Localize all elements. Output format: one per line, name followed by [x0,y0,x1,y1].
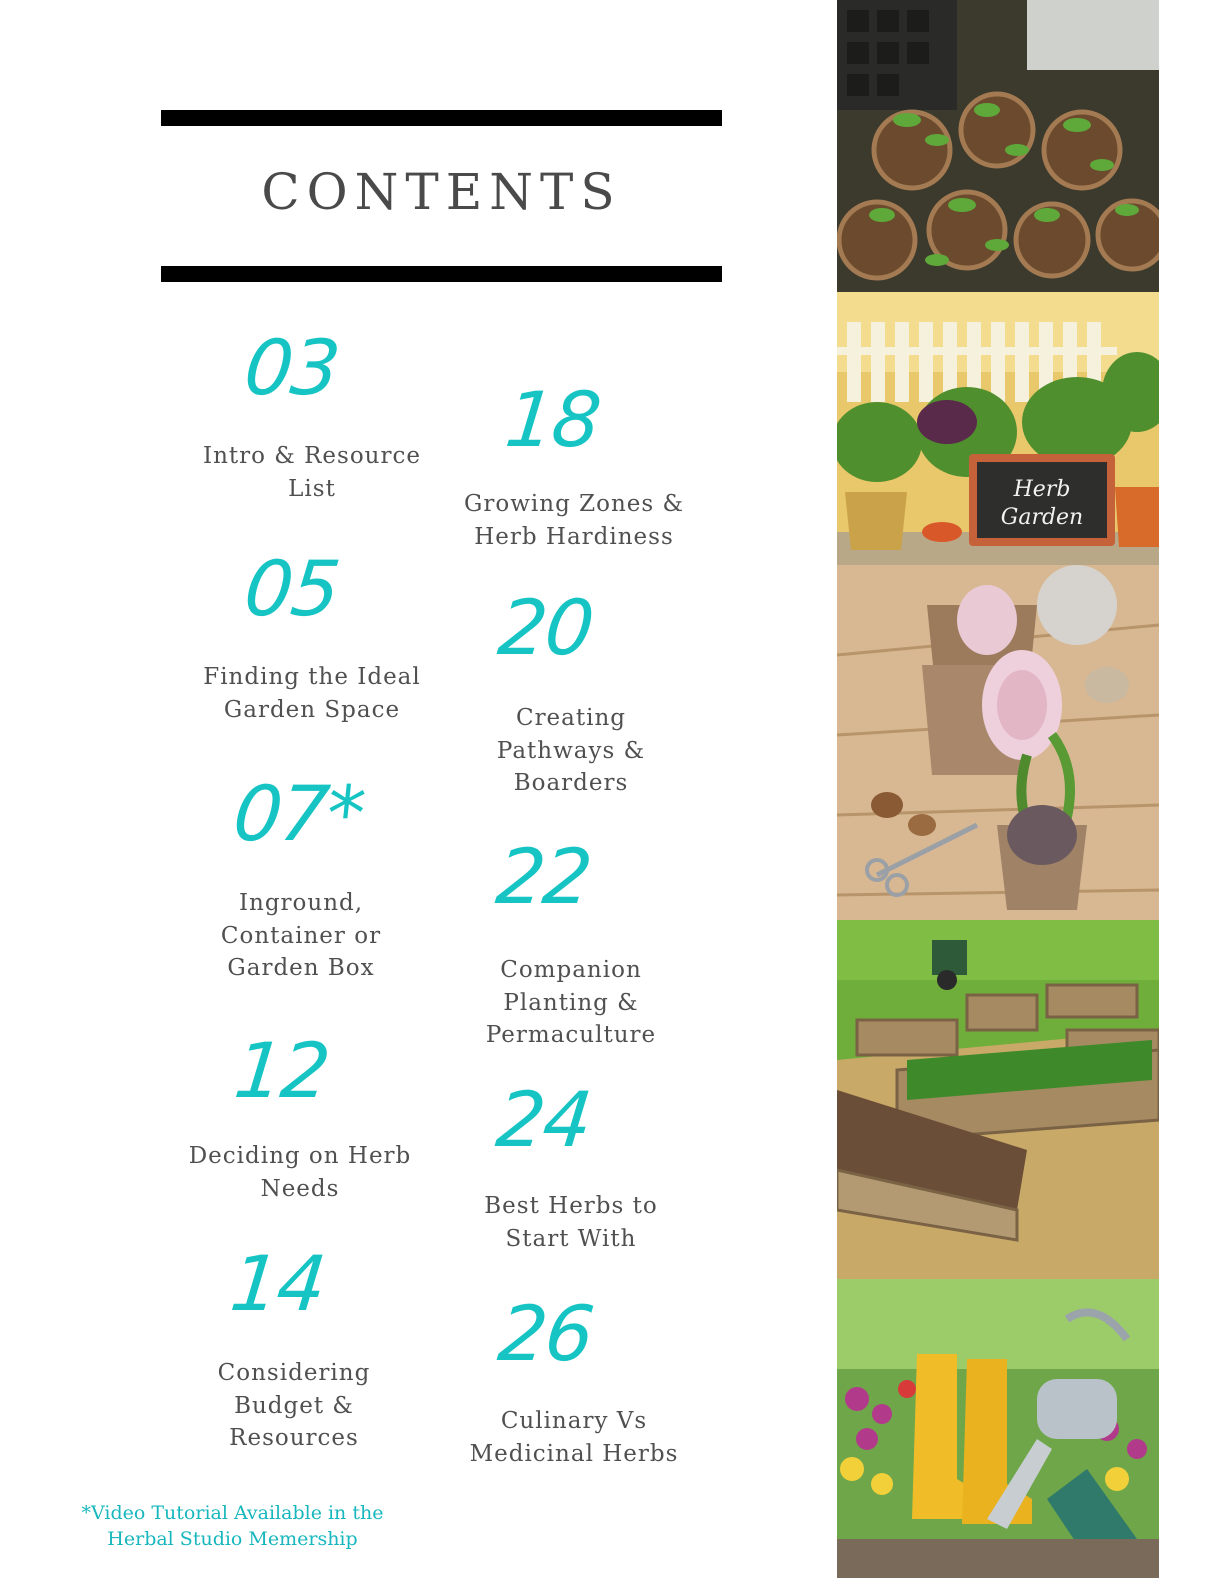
page-number: 12 [230,1026,333,1115]
entry-label: Creating Pathways & Boarders [496,705,646,796]
entry-label: Finding the Ideal Garden Space [203,664,421,723]
entry-label: Growing Zones & Herb Hardiness [464,491,684,550]
seedling-pots-photo [837,0,1159,292]
page-number: 20 [494,583,597,672]
page-title: CONTENTS [261,163,622,221]
chalkboard-text: Garden [1000,505,1084,530]
page-number: 03 [240,323,343,412]
title-rule-top [161,110,722,126]
page-number: 22 [492,832,595,921]
raised-garden-beds-photo [837,920,1159,1279]
page-number: 07* [229,769,368,858]
entry-label: Culinary Vs Medicinal Herbs [469,1408,679,1467]
entry-label: Best Herbs to Start With [484,1193,658,1252]
entry-label: Intro & Resource List [203,443,421,502]
hyacinth-pots-photo [837,565,1159,920]
page-number: 14 [226,1239,329,1328]
page-number: 18 [501,375,604,464]
entry-label: Deciding on Herb Needs [188,1143,412,1202]
garden-tools-boots-photo [837,1279,1159,1578]
entry-label: Companion Planting & Permaculture [485,957,657,1048]
page-number: 26 [494,1289,597,1378]
entry-label: Inground, Container or Garden Box [220,890,382,981]
entry-label: Considering Budget & Resources [217,1360,371,1451]
chalkboard-text: Herb [1013,477,1071,502]
video-footnote: *Video Tutorial Available in the Herbal Studio Memership [81,1502,384,1550]
title-rule-bottom [161,266,722,282]
page-number: 05 [240,544,343,633]
herb-garden-sign-photo [837,292,1159,565]
page-number: 24 [492,1075,595,1164]
